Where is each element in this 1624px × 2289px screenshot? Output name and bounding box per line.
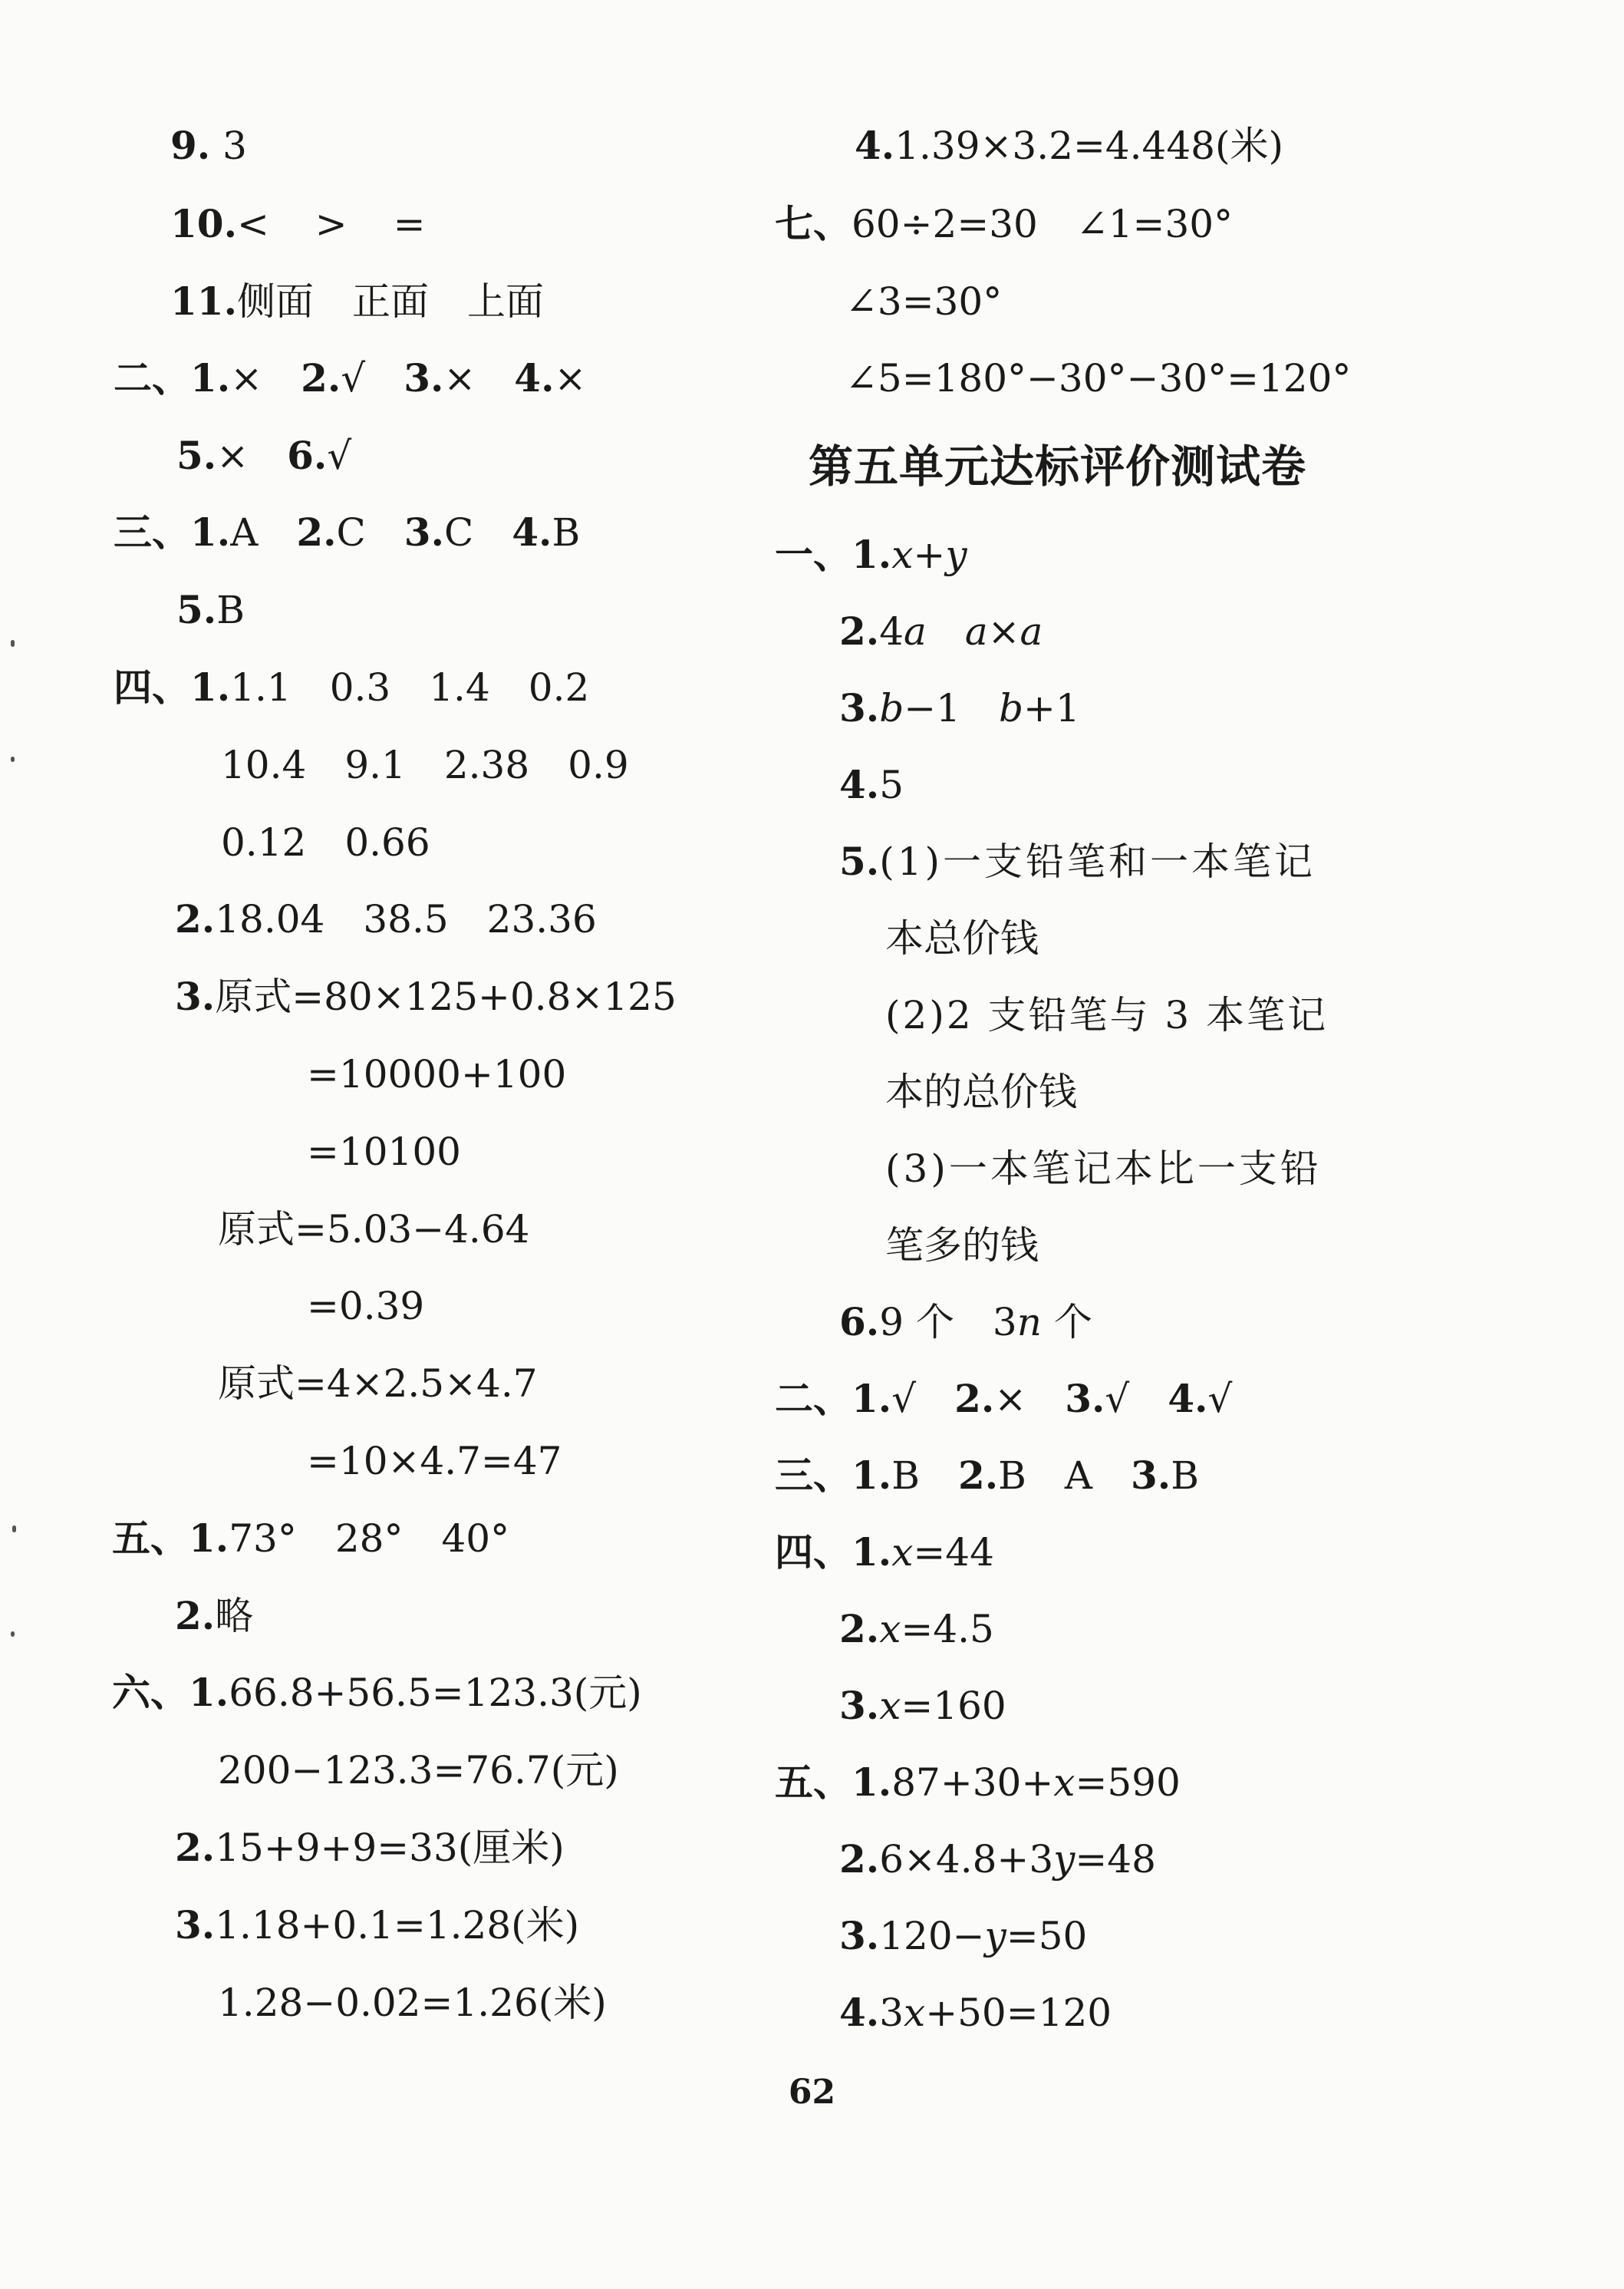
section-title: 第五单元达标评价测试卷 <box>809 440 1307 493</box>
answer-line: 本总价钱 <box>885 916 1039 961</box>
answer-line: 二、1.√ 2.× 3.√ 4.√ <box>775 1376 1233 1421</box>
answer-line: 五、1.87+30+x=590 <box>775 1760 1181 1805</box>
answer-line: 2.4a a×a <box>839 609 1043 654</box>
answer-line: 11.侧面 正面 上面 <box>170 279 544 324</box>
answer-line: 3.120−y=50 <box>839 1913 1088 1958</box>
answer-line: =0.39 <box>307 1284 425 1328</box>
answer-line: 10.< > = <box>170 201 443 246</box>
answer-line: =10000+100 <box>307 1052 567 1097</box>
answer-line: 六、1.66.8+56.5=123.3(元) <box>112 1670 642 1715</box>
answer-line: 2.6×4.8+3y=48 <box>839 1836 1156 1882</box>
answer-line: 2.x=4.5 <box>839 1606 994 1651</box>
answer-line: 0.12 0.66 <box>221 820 430 865</box>
answer-line: 5.B <box>176 587 245 632</box>
answer-line: 4.1.39×3.2=4.448(米) <box>855 123 1283 168</box>
answer-line: 笔多的钱 <box>885 1223 1039 1268</box>
answer-line: ∠3=30° <box>845 279 1003 324</box>
answer-line: =10×4.7=47 <box>307 1439 562 1483</box>
scan-speck <box>12 1525 16 1532</box>
answer-line: 一、1.x+y <box>775 532 967 577</box>
answer-line: 五、1.73° 28° 40° <box>112 1516 510 1561</box>
answer-line: 2.18.04 38.5 23.36 <box>175 896 597 942</box>
answer-line: 5.× 6.√ <box>176 433 352 478</box>
answer-line: 3.b−1 b+1 <box>839 685 1080 731</box>
answer-line: 二、1.× 2.√ 3.× 4.× <box>114 355 587 401</box>
answer-line: 5.(1)一支铅笔和一本笔记 <box>839 839 1316 884</box>
answer-line: 2.略 <box>175 1593 254 1638</box>
answer-line: =10100 <box>307 1130 461 1174</box>
answer-line: 原式=4×2.5×4.7 <box>218 1361 538 1406</box>
answer-line: 4.5 <box>839 762 904 807</box>
answer-line: 3.x=160 <box>839 1683 1006 1728</box>
answer-line: 3.1.18+0.1=1.28(米) <box>175 1902 580 1948</box>
answer-line: 三、1.B 2.B A 3.B <box>775 1453 1199 1498</box>
answer-line: 三、1.A 2.C 3.C 4.B <box>114 510 581 555</box>
answer-line: 2.15+9+9=33(厘米) <box>175 1825 565 1870</box>
answer-line: 本的总价钱 <box>885 1070 1077 1114</box>
answer-line: ∠5=180°−30°−30°=120° <box>845 356 1352 401</box>
answer-line: 4.3x+50=120 <box>839 1990 1112 2035</box>
answer-line: (3)一本笔记本比一支铅 <box>885 1146 1322 1191</box>
answer-line: 3.原式=80×125+0.8×125 <box>175 974 677 1019</box>
scan-speck <box>11 1631 15 1637</box>
page-number: 62 <box>788 2073 836 2112</box>
scan-speck <box>11 640 15 647</box>
answer-line: 200−123.3=76.7(元) <box>218 1748 619 1793</box>
answer-line: 1.28−0.02=1.26(米) <box>218 1981 607 2025</box>
answer-line: 四、1.x=44 <box>775 1529 994 1575</box>
answer-line: 10.4 9.1 2.38 0.9 <box>221 743 629 787</box>
answer-line: 七、60÷2=30 ∠1=30° <box>775 201 1234 246</box>
scan-speck <box>11 757 15 762</box>
answer-line: (2)2 支铅笔与 3 本笔记 <box>885 993 1329 1037</box>
answer-line: 原式=5.03−4.64 <box>218 1207 530 1252</box>
answer-line: 四、1.1.1 0.3 1.4 0.2 <box>114 665 590 710</box>
answer-line: 9. 3 <box>170 123 247 168</box>
answer-line: 6.9 个 3n 个 <box>839 1299 1092 1344</box>
